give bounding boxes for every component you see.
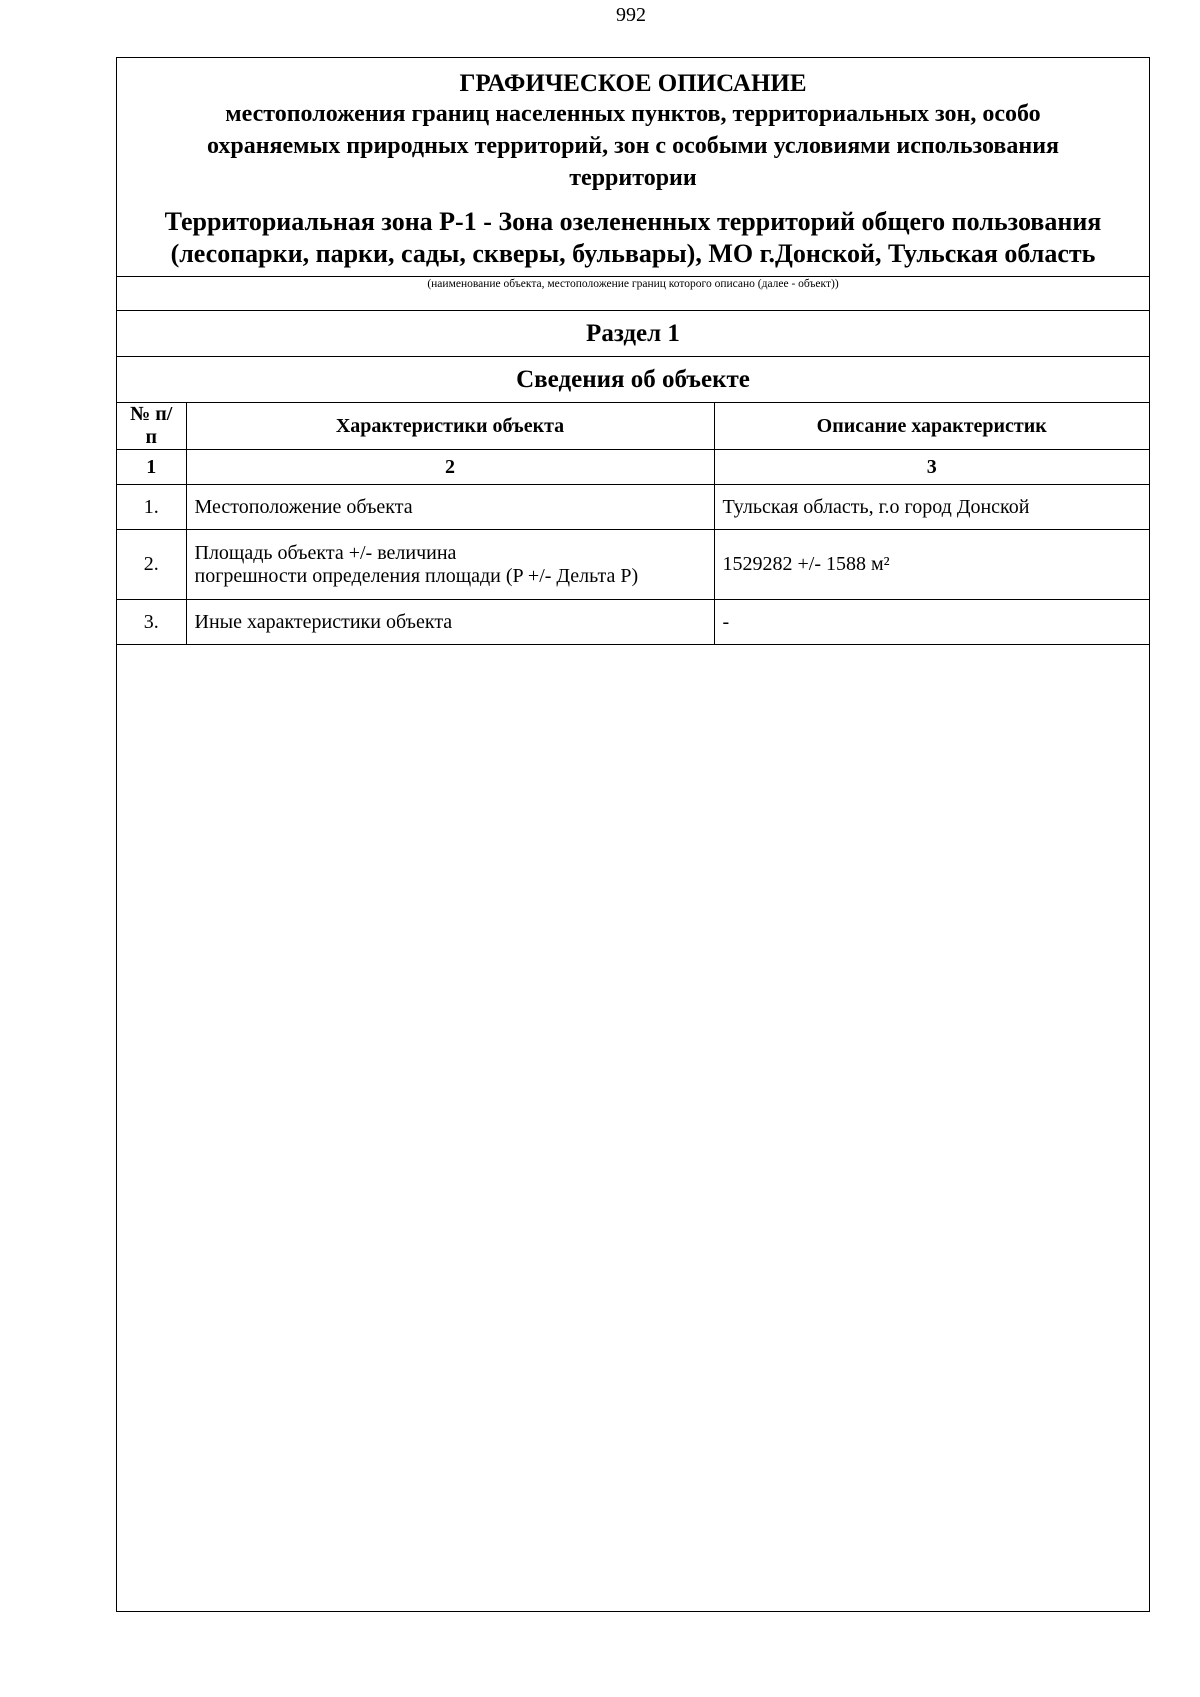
- table-row: [117, 600, 1149, 645]
- table-row: [117, 485, 1149, 530]
- object-name: [117, 206, 1149, 270]
- row-characteristic: [186, 530, 714, 600]
- row-number: 1.: [117, 485, 186, 530]
- row-characteristic: [186, 600, 714, 645]
- document-frame: [116, 57, 1150, 1612]
- object-name-line: (лесопарки, парки, сады, скверы, бульвары), МО г.Донской, Тульская область: [170, 239, 1096, 268]
- table-row: [117, 530, 1149, 600]
- row-number: 3.: [117, 600, 186, 645]
- row-characteristic: [186, 485, 714, 530]
- object-info-table: [117, 403, 1149, 645]
- object-name-note: (наименование объекта, местоположение границ которого описано (далее - объект)): [117, 276, 1149, 311]
- header-number: № п/п: [117, 403, 186, 450]
- document-title: ГРАФИЧЕСКОЕ ОПИСАНИЕ: [459, 70, 807, 97]
- column-index: 2: [186, 450, 714, 485]
- section-title: Сведения об объекте: [117, 357, 1149, 403]
- object-name-line: Территориальная зона Р-1 - Зона озелененных территорий общего пользования: [164, 207, 1102, 236]
- table-index-row: [117, 450, 1149, 485]
- column-index: 3: [714, 450, 1149, 485]
- row-number: 2.: [117, 530, 186, 600]
- subtitle-line: территории: [569, 165, 697, 191]
- document-subtitle: [117, 98, 1149, 194]
- header-description: Описание характеристик: [714, 403, 1149, 450]
- title-block: [117, 58, 1149, 276]
- characteristic-line: погрешности определения площади (P +/- Дельта P): [194, 564, 639, 587]
- characteristic-line: Иные характеристики объекта: [194, 610, 453, 633]
- table-header-row: [117, 403, 1149, 450]
- characteristic-line: Площадь объекта +/- величина: [194, 541, 457, 564]
- header-characteristics: Характеристики объекта: [186, 403, 714, 450]
- characteristic-line: Местоположение объекта: [194, 495, 413, 518]
- column-index: 1: [117, 450, 186, 485]
- row-description: -: [714, 600, 1149, 645]
- row-description: 1529282 +/- 1588 м²: [714, 530, 1149, 600]
- subtitle-line: местоположения границ населенных пунктов, территориальных зон, особо: [225, 101, 1041, 127]
- page-number: 992: [616, 4, 646, 26]
- section-number: Раздел 1: [117, 311, 1149, 357]
- subtitle-line: охраняемых природных территорий, зон с особыми условиями использования: [206, 133, 1060, 159]
- row-description: Тульская область, г.о город Донской: [714, 485, 1149, 530]
